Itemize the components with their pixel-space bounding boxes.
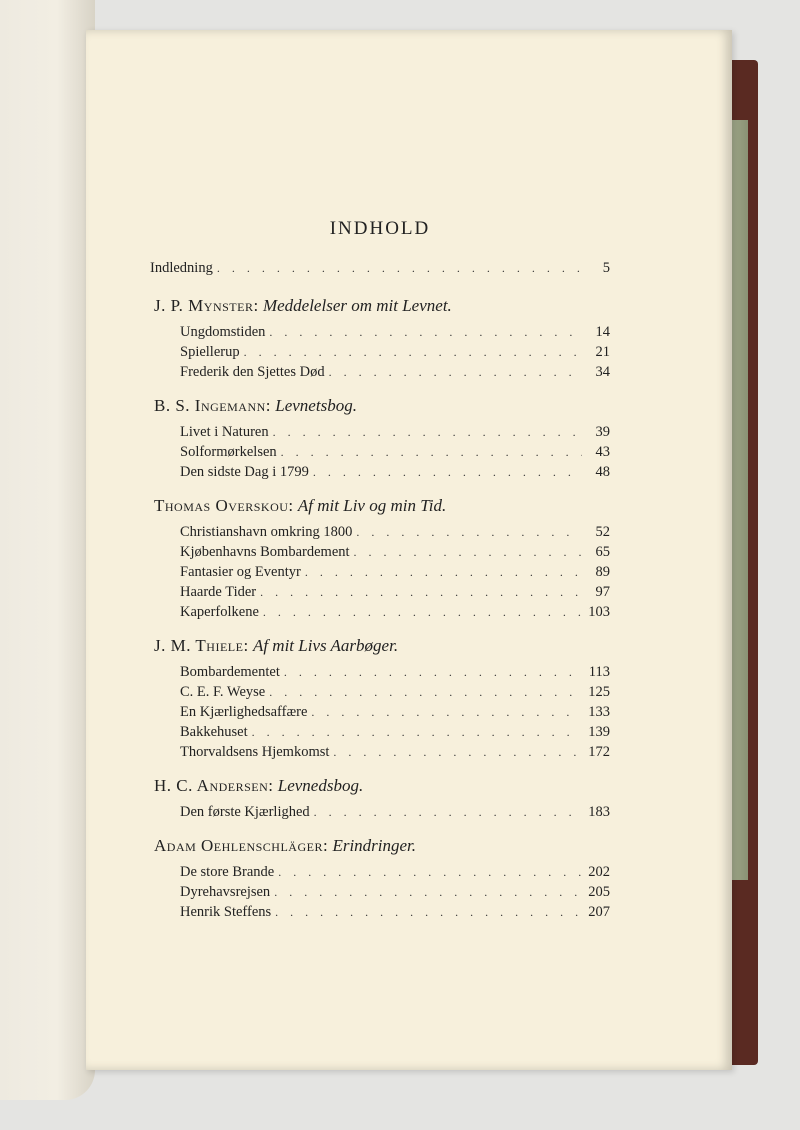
toc-entry-label: De store Brande bbox=[180, 864, 275, 880]
toc-author: J. M. Thiele: bbox=[154, 636, 249, 655]
toc-entry-label: Dyrehavsrejsen bbox=[180, 884, 271, 900]
toc-entry-label: Livet i Naturen bbox=[180, 424, 269, 440]
toc-entry bbox=[180, 362, 610, 382]
toc-page-number: 183 bbox=[588, 804, 610, 820]
toc-title: INDHOLD bbox=[329, 218, 431, 239]
toc-work-title: Meddelelser om mit Levnet. bbox=[262, 296, 452, 315]
toc-entry bbox=[180, 802, 610, 822]
toc-page-number: 202 bbox=[588, 864, 610, 880]
toc-entry-label: Frederik den Sjettes Død bbox=[180, 364, 325, 380]
toc-page-number: 113 bbox=[588, 664, 610, 680]
toc-entry bbox=[180, 722, 610, 742]
toc-page-number: 48 bbox=[595, 464, 610, 480]
toc-entry bbox=[180, 862, 610, 882]
toc-section-heading bbox=[154, 396, 610, 416]
toc-entry-label: Christianshavn omkring 1800 bbox=[180, 524, 353, 540]
toc-entry-label: Den første Kjærlighed bbox=[180, 804, 310, 820]
dot-leader bbox=[278, 862, 582, 882]
table-of-contents bbox=[150, 218, 610, 936]
dot-leader bbox=[274, 882, 582, 902]
toc-entry-label: Haarde Tider bbox=[180, 584, 257, 600]
toc-page-number: 97 bbox=[595, 584, 610, 600]
dot-leader bbox=[281, 442, 582, 462]
dot-leader bbox=[329, 362, 582, 382]
toc-entry bbox=[180, 422, 610, 442]
toc-entry bbox=[180, 702, 610, 722]
dot-leader bbox=[305, 562, 582, 582]
toc-section bbox=[150, 396, 610, 482]
toc-page-number: 34 bbox=[595, 364, 610, 380]
dot-leader bbox=[269, 322, 582, 342]
dot-leader bbox=[356, 522, 582, 542]
toc-entries bbox=[150, 422, 610, 482]
dot-leader bbox=[311, 702, 582, 722]
toc-author: J. P. Mynster: bbox=[154, 296, 259, 315]
toc-section bbox=[150, 836, 610, 922]
toc-entry bbox=[180, 462, 610, 482]
toc-entry bbox=[180, 562, 610, 582]
dot-leader bbox=[244, 342, 582, 362]
toc-entry-label: Ungdomstiden bbox=[180, 324, 266, 340]
toc-section-heading bbox=[154, 836, 610, 856]
toc-entry bbox=[180, 902, 610, 922]
toc-section bbox=[150, 496, 610, 622]
toc-entries bbox=[150, 322, 610, 382]
toc-section-heading bbox=[154, 776, 610, 796]
toc-entry-label: En Kjærlighedsaffære bbox=[180, 704, 308, 720]
toc-author: Adam Oehlenschläger: bbox=[154, 836, 329, 855]
toc-entry-label: Spiellerup bbox=[180, 344, 240, 360]
toc-entries bbox=[150, 522, 610, 622]
toc-entry bbox=[180, 522, 610, 542]
toc-page-number: 89 bbox=[595, 564, 610, 580]
toc-page-number: 205 bbox=[588, 884, 610, 900]
toc-entry bbox=[180, 742, 610, 762]
toc-entry-label: Solformørkelsen bbox=[180, 444, 277, 460]
left-page bbox=[0, 0, 95, 1100]
toc-entry-label: Henrik Steffens bbox=[180, 904, 272, 920]
dot-leader bbox=[263, 602, 582, 622]
toc-entry-label: Indledning bbox=[150, 260, 213, 276]
toc-page-number: 139 bbox=[588, 724, 610, 740]
toc-page-number: 133 bbox=[588, 704, 610, 720]
toc-entry bbox=[180, 582, 610, 602]
toc-page-number: 14 bbox=[595, 324, 610, 340]
dot-leader bbox=[313, 462, 582, 482]
toc-author: Thomas Overskou: bbox=[154, 496, 294, 515]
toc-work-title: Levnedsbog. bbox=[277, 776, 364, 795]
toc-sections bbox=[150, 296, 610, 922]
toc-page-number: 5 bbox=[602, 260, 610, 276]
toc-entries bbox=[150, 802, 610, 822]
toc-entry bbox=[180, 342, 610, 362]
dot-leader bbox=[217, 258, 582, 278]
toc-page-number: 21 bbox=[595, 344, 610, 360]
toc-author: H. C. Andersen: bbox=[154, 776, 274, 795]
toc-entry-label: Kjøbenhavns Bombardement bbox=[180, 544, 350, 560]
toc-work-title: Levnetsbog. bbox=[275, 396, 357, 415]
toc-page-number: 39 bbox=[595, 424, 610, 440]
toc-author: B. S. Ingemann: bbox=[154, 396, 272, 415]
dot-leader bbox=[354, 542, 582, 562]
toc-section bbox=[150, 776, 610, 822]
toc-entry bbox=[180, 442, 610, 462]
toc-entry bbox=[180, 322, 610, 342]
toc-entry-label: C. E. F. Weyse bbox=[180, 684, 266, 700]
toc-entry bbox=[180, 682, 610, 702]
dot-leader bbox=[273, 422, 582, 442]
toc-entry bbox=[180, 542, 610, 562]
toc-entry-label: Thorvaldsens Hjemkomst bbox=[180, 744, 330, 760]
toc-section-heading bbox=[154, 296, 610, 316]
toc-section-heading bbox=[154, 636, 610, 656]
toc-page-number: 65 bbox=[595, 544, 610, 560]
toc-work-title: Af mit Liv og min Tid. bbox=[297, 496, 447, 515]
dot-leader bbox=[275, 902, 582, 922]
toc-entry-label: Den sidste Dag i 1799 bbox=[180, 464, 309, 480]
dot-leader bbox=[269, 682, 582, 702]
dot-leader bbox=[333, 742, 582, 762]
toc-entry-label: Bombardementet bbox=[180, 664, 280, 680]
toc-entries bbox=[150, 662, 610, 762]
dot-leader bbox=[284, 662, 582, 682]
toc-page-number: 43 bbox=[595, 444, 610, 460]
dot-leader bbox=[314, 802, 582, 822]
toc-work-title: Af mit Livs Aarbøger. bbox=[252, 636, 399, 655]
toc-section bbox=[150, 636, 610, 762]
toc-entry-label: Kaperfolkene bbox=[180, 604, 259, 620]
toc-entry bbox=[180, 882, 610, 902]
toc-page-number: 52 bbox=[595, 524, 610, 540]
toc-page-number: 207 bbox=[588, 904, 610, 920]
toc-entry-label: Fantasier og Eventyr bbox=[180, 564, 301, 580]
toc-work-title: Erindringer. bbox=[332, 836, 417, 855]
toc-entry bbox=[180, 662, 610, 682]
toc-entries bbox=[150, 862, 610, 922]
toc-page-number: 172 bbox=[588, 744, 610, 760]
dot-leader bbox=[260, 582, 582, 602]
toc-page-number: 103 bbox=[588, 604, 610, 620]
dot-leader bbox=[252, 722, 582, 742]
toc-entry-label: Bakkehuset bbox=[180, 724, 248, 740]
toc-section-heading bbox=[154, 496, 610, 516]
toc-section bbox=[150, 296, 610, 382]
toc-page-number: 125 bbox=[588, 684, 610, 700]
toc-entry-intro bbox=[150, 258, 610, 278]
toc-entry bbox=[180, 602, 610, 622]
